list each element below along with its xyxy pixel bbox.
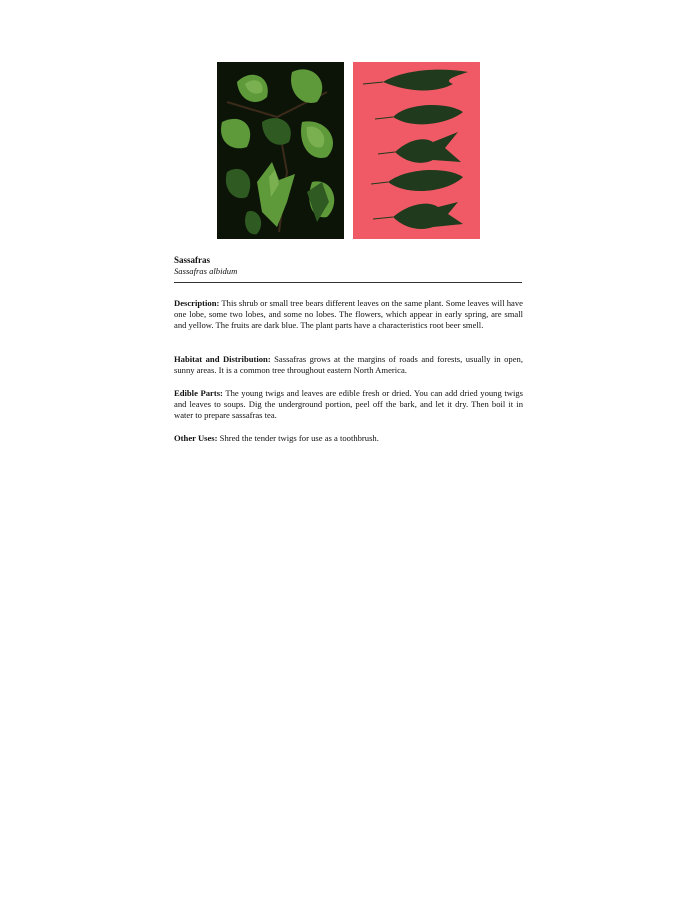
edible-parts-section — [174, 388, 523, 421]
other-uses-label: Other Uses: — [174, 433, 218, 443]
description-label: Description: — [174, 298, 220, 308]
title-divider — [174, 282, 522, 283]
description-section — [174, 298, 523, 331]
other-uses-text: Shred the tender twigs for use as a toothbrush. — [217, 433, 379, 443]
sassafras-foliage-photo — [217, 62, 344, 239]
sassafras-leaf-specimens-photo — [353, 62, 480, 239]
plant-common-name: Sassafras — [174, 255, 211, 265]
plant-title-block — [174, 255, 523, 277]
description-text: This shrub or small tree bears different leaves on the same plant. Some leaves will have one lobe, some two lobes, and some no lobes. The flowers, which appear in early spring, are small and yellow. The fruits are dark blue. The plant parts have a characteristics root beer smell. — [174, 298, 523, 330]
edible-parts-text: The young twigs and leaves are edible fresh or dried. You can add dried young twigs and leaves to soups. Dig the underground portion, peel off the bark, and let it dry. Then boil it in water to prepare sassafras tea. — [174, 388, 523, 420]
habitat-label: Habitat and Distribution: — [174, 354, 271, 364]
habitat-text: Sassafras grows at the margins of roads and forests, usually in open, sunny areas. It is a common tree throughout eastern North America. — [174, 354, 523, 375]
plant-scientific-name: Sassafras albidum — [174, 266, 238, 276]
other-uses-section — [174, 433, 523, 444]
habitat-section — [174, 354, 523, 376]
edible-parts-label: Edible Parts: — [174, 388, 223, 398]
